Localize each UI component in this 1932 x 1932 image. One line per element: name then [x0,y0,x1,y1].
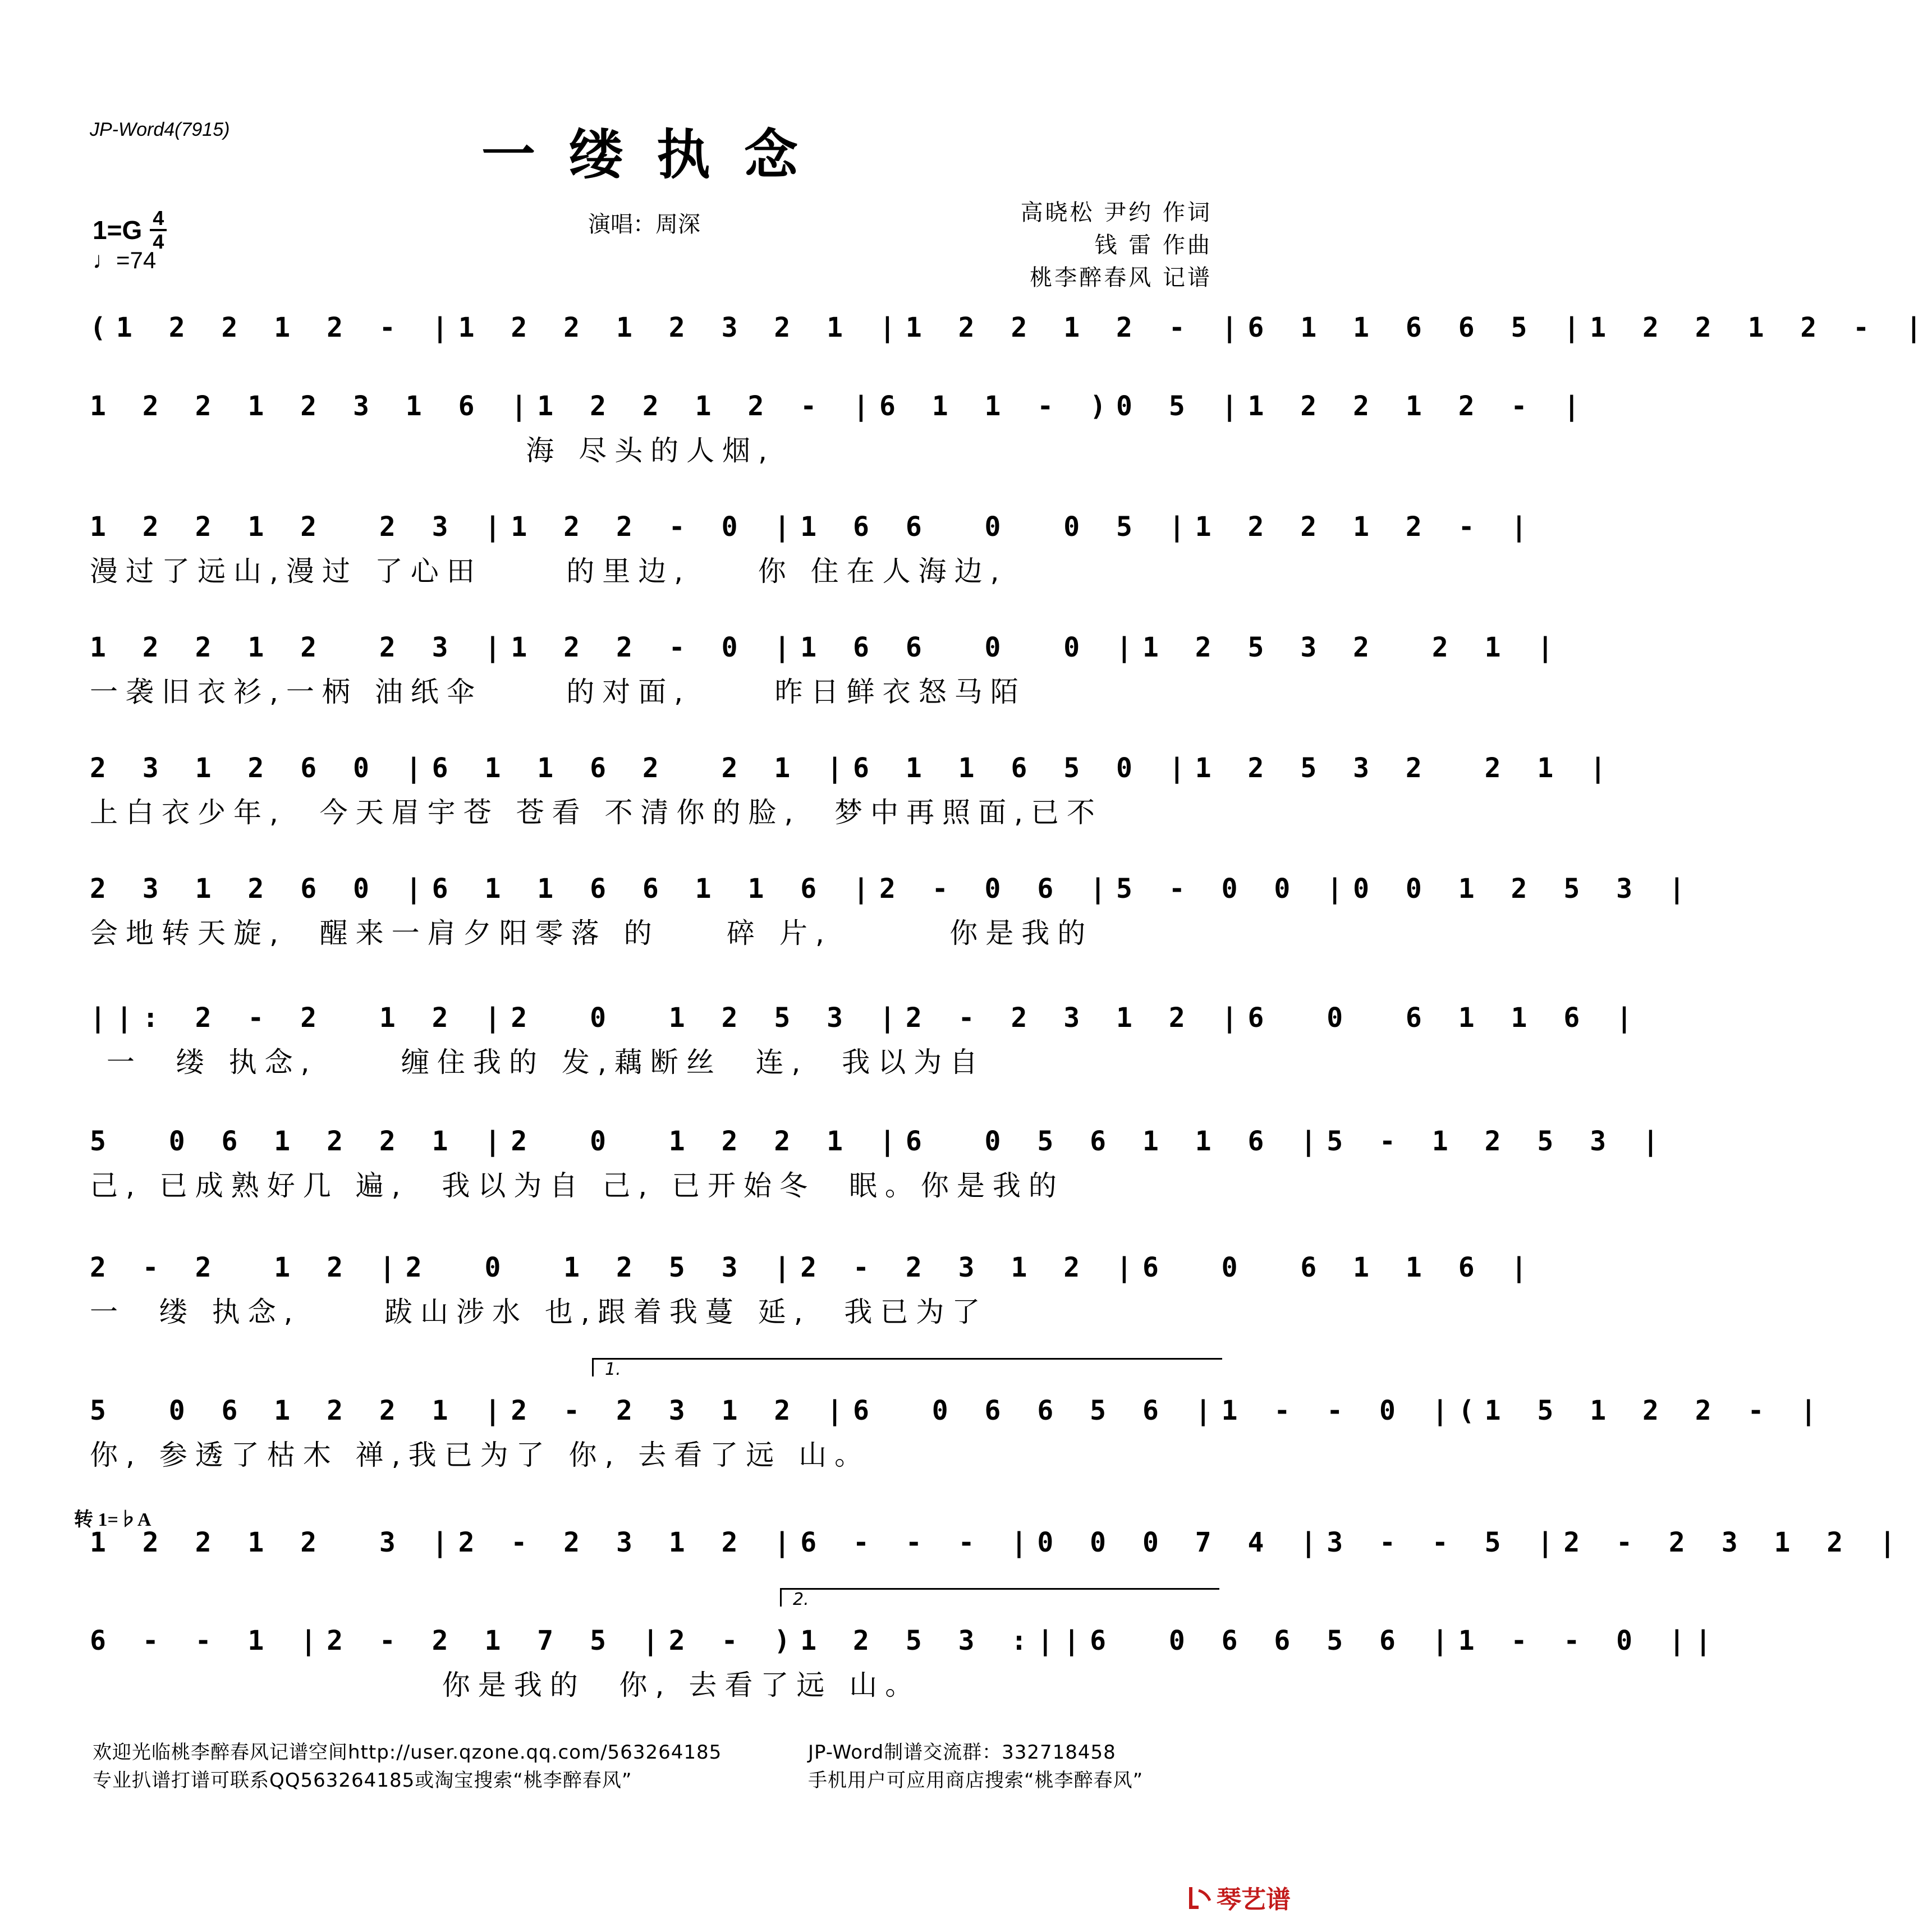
lyrics-row: 上白衣少年, 今天眉宇苍 苍看 不清你的脸, 梦中再照面,已不 [90,796,1103,829]
notes-row: 1 2 2 1 2 3 |2 - 2 3 1 2 |6 - - - |0 0 0 7 4 |3 - - 5 |2 - 2 3 1 2 | [90,1527,1906,1558]
score-line-7 [90,996,1643,1086]
notes-row: 2 - 2 1 2 |2 0 1 2 5 3 |2 - 2 3 1 2 |6 0 6 1 1 6 | [90,1252,1538,1283]
score-line-6 [90,867,1695,957]
score-line-3 [90,505,1538,595]
lyrics-row: 一 缕 执念, 缠住我的 发,藕断丝 连, 我以为自 [90,1046,986,1079]
key-signature [93,206,167,253]
lyricist-credit: 高晓松 尹约 作词 [1020,200,1212,226]
score-line-2 [90,384,1590,474]
footer-right-2: 手机用户可应用商店搜索“桃李醉春风” [808,1769,1144,1792]
modulation-marking: 转 1=♭A [74,1509,152,1530]
notes-row: 2 3 1 2 6 0 |6 1 1 6 2 2 1 |6 1 1 6 5 0 |1 2 5 3 2 2 1 | [90,752,1617,784]
notes-row: 5 0 6 1 2 2 1 |2 0 1 2 2 1 |6 0 5 6 1 1 6 |5 - 1 2 5 3 | [90,1126,1669,1157]
logo-text: 琴艺谱 [1217,1885,1291,1914]
notes-row: 1 2 2 1 2 3 1 6 |1 2 2 1 2 - |6 1 1 - )0 5 |1 2 2 1 2 - | [90,391,1590,422]
volta-second-ending: 2. [780,1588,1219,1607]
brand-logo [1187,1879,1291,1915]
score-line-8 [90,1119,1669,1209]
composer-credit: 钱 雷 作曲 [1094,232,1212,258]
lyrics-row: 你, 参透了枯木 禅,我已为了 你, 去看了远 山。 [90,1439,871,1471]
notes-row: 1 2 2 1 2 2 3 |1 2 2 - 0 |1 6 6 0 0 5 |1 2 2 1 2 - | [90,511,1538,543]
footer-right-1: JP-Word制谱交流群：332718458 [808,1741,1116,1764]
music-logo-icon [1187,1885,1212,1910]
footer-left-2: 专业扒谱打谱可联系QQ563264185或淘宝搜索“桃李醉春风” [93,1769,632,1792]
score-line-11 [90,1521,1906,1571]
notes-row: (1 2 2 1 2 - |1 2 2 1 2 3 2 1 |1 2 2 1 2 - |6 1 1 6 6 5 |1 2 2 1 2 - | [90,312,1932,343]
software-label: JP-Word4(7915) [90,119,230,140]
transcriber-credit: 桃李醉春风 记谱 [1030,265,1212,291]
notes-row: 2 3 1 2 6 0 |6 1 1 6 6 1 1 6 |2 - 0 6 |5 - 0 0 |0 0 1 2 5 3 | [90,873,1695,905]
tempo-marking: ♩=74 [93,247,157,273]
page-title: 一缕执念 [481,123,832,186]
notes-row: 1 2 2 1 2 2 3 |1 2 2 - 0 |1 6 6 0 0 |1 2 5 3 2 2 1 | [90,632,1564,663]
score-line-9 [90,1246,1538,1336]
score-line-4 [90,626,1564,715]
score-line-5 [90,746,1617,836]
notes-row: 6 - - 1 |2 - 2 1 7 5 |2 - )1 2 5 3 :||6 0 6 6 5 6 |1 - - 0 || [90,1625,1722,1656]
score-line-12 [90,1619,1722,1709]
lyrics-row: 你是我的 你, 去看了远 山。 [90,1669,921,1701]
singer-credit: 演唱：周深 [588,212,700,237]
lyrics-row: 会地转天旋, 醒来一肩夕阳零落 的 碎 片, 你是我的 [90,917,1094,949]
key-label: 1=G [93,215,143,245]
lyrics-row: 漫过了远山,漫过 了心田 的里边, 你 住在人海边, [90,555,1007,588]
footer-left-1: 欢迎光临桃李醉春风记谱空间http://user.qzone.qq.com/563264185 [93,1741,722,1764]
credits-block [1021,196,1212,294]
time-numerator: 4 [153,206,164,230]
lyrics-row: 己, 已成熟好几 遍, 我以为自 己, 已开始冬 眠。你是我的 [90,1169,1064,1202]
lyrics-row: 一 缕 执念, 跋山涉水 也,跟着我蔓 延, 我已为了 [90,1296,988,1328]
lyrics-row: 海 尽头的人烟, [90,434,775,467]
notes-row: 5 0 6 1 2 2 1 |2 - 2 3 1 2 |6 0 6 6 5 6 |1 - - 0 |(1 5 1 2 2 - | [90,1395,1827,1426]
time-denominator: 4 [153,230,164,253]
lyrics-row: 一袭旧衣衫,一柄 油纸伞 的对面, 昨日鲜衣怒马陌 [90,676,1026,708]
time-signature [150,206,167,253]
volta-first-ending: 1. [592,1358,1222,1376]
score-line-1 [90,306,1932,396]
notes-row: ||: 2 - 2 1 2 |2 0 1 2 5 3 |2 - 2 3 1 2 |6 0 6 1 1 6 | [90,1002,1643,1034]
score-line-10 [90,1389,1827,1479]
